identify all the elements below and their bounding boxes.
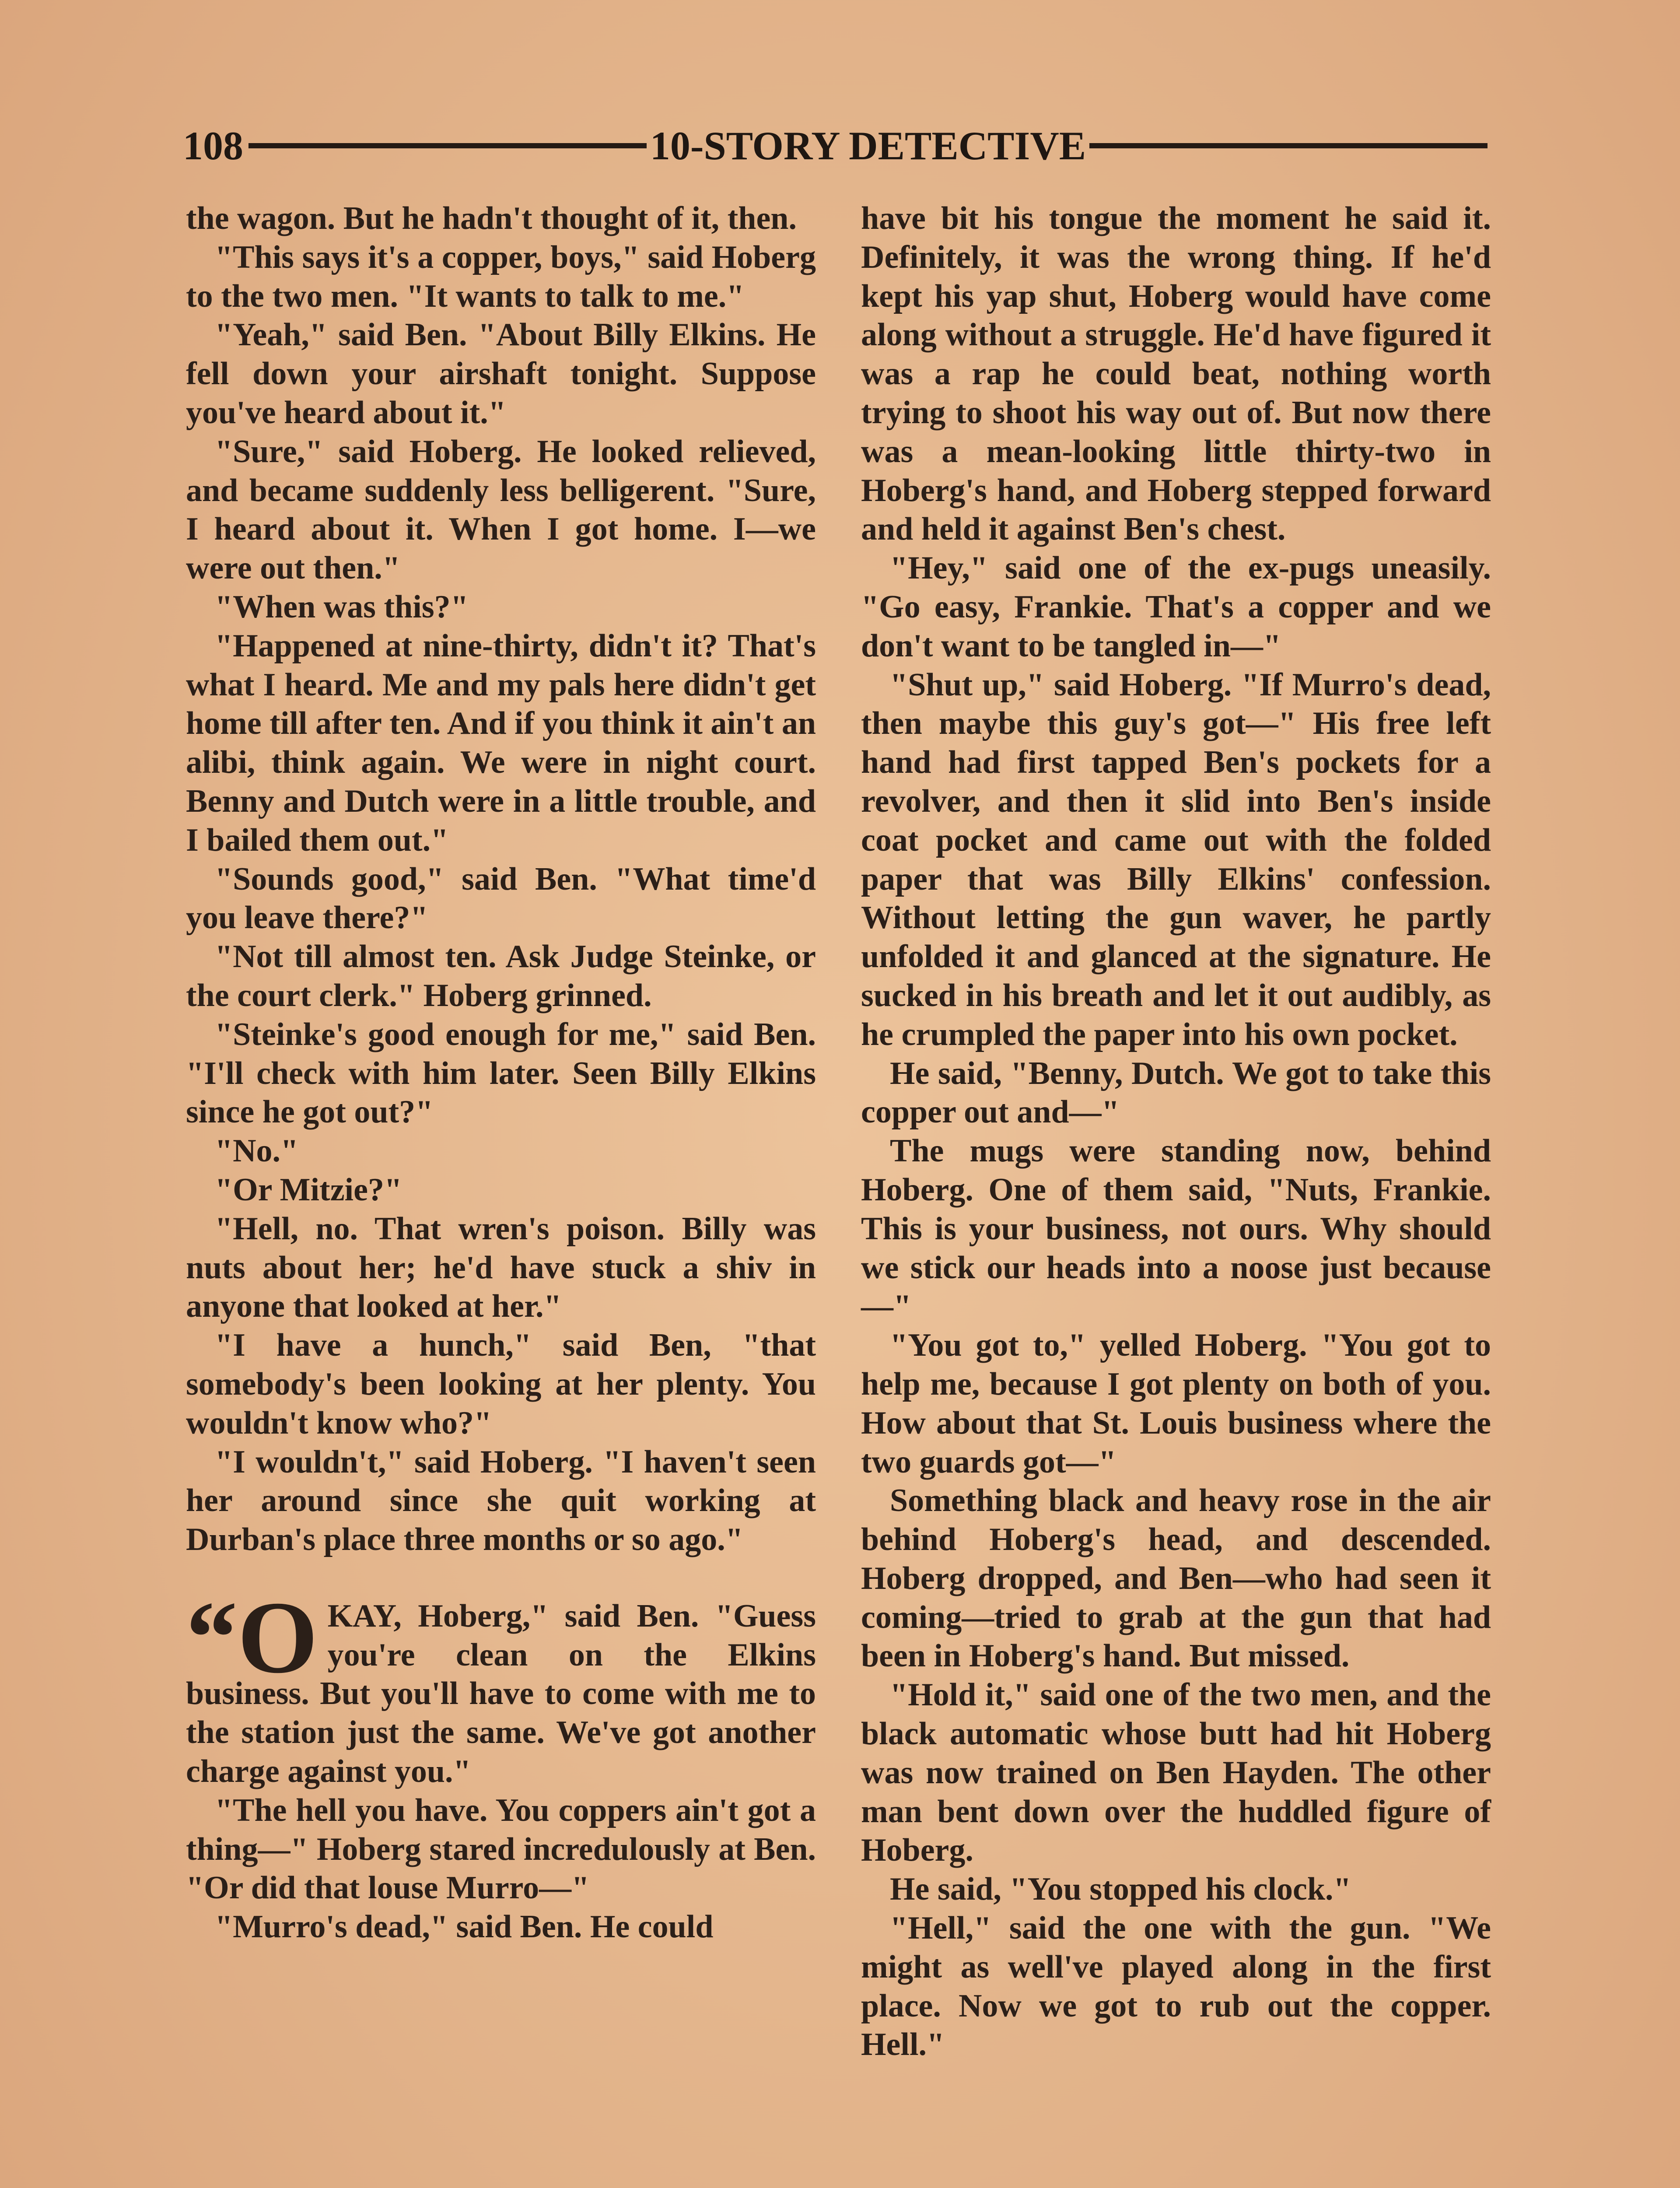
paragraph: "Yeah," said Ben. "About Billy Elkins. He fell down your airshaft tonight. Suppose you've heard about it." [186, 317, 816, 431]
paragraph: KAY, Hoberg," said Ben. "Guess you're clean on the Elkins business. But you'll have to come with me to the station just the same. We've got another charge against you." [186, 1598, 816, 1790]
paragraph: He said, "You stopped his clock." [890, 1871, 1351, 1907]
paragraph: "When was this?" [215, 589, 469, 625]
header-rule-left [248, 143, 647, 148]
paragraph: "I wouldn't," said Hoberg. "I haven't seen her around since she quit working at Durban's place three months or so ago." [186, 1444, 816, 1558]
paragraph: "Happened at nine-thirty, didn't it? That's what I heard. Me and my pals here didn't get home till after ten. And if you think it ain't an alibi, think again. We were in night court. Benny and Dutch were in a little trouble, and I bailed them out." [186, 628, 816, 858]
paragraph: The mugs were standing now, behind Hoberg. One of them said, "Nuts, Frankie. This is your business, not ours. Why should we stick our heads into a noose just because—" [861, 1133, 1491, 1325]
paragraph: "Sure," said Hoberg. He looked relieved, and became suddenly less belligerent. "Sure, I heard about it. When I got home. I—we were out then." [186, 433, 816, 586]
paragraph: "Hey," said one of the ex-pugs uneasily. "Go easy, Frankie. That's a copper and we don't want to be tangled in—" [861, 550, 1491, 664]
magazine-title: 10-STORY DETECTIVE [650, 123, 1086, 168]
paragraph: "Shut up," said Hoberg. "If Murro's dead, then maybe this guy's got—" His free left hand had first tapped Ben's pockets for a revolver, and then it slid into Ben's inside coat pocket and came out with the folded paper that was Billy Elkins' confession. Without letting the gun waver, he partly unfolded it and glanced at the signature. He sucked in his breath and let it out audibly, as he crumpled the paper into his own pocket. [861, 666, 1491, 1052]
paragraph: the wagon. But he hadn't thought of it, then. [186, 200, 797, 236]
paragraph: "Murro's dead," said Ben. He could [215, 1909, 714, 1945]
header-rule-right [1089, 143, 1488, 148]
paragraph: "Hell, no. That wren's poison. Billy was nuts about her; he'd have stuck a shiv in anyone that looked at her." [186, 1210, 816, 1325]
paragraph: Something black and heavy rose in the air behind Hoberg's head, and descended. Hoberg dropped, and Ben—who had seen it coming—tried to grab at the gun that had been in Hoberg's hand. But missed. [861, 1483, 1491, 1674]
left-column [186, 199, 816, 1946]
page-header [183, 122, 1491, 170]
paragraph: He said, "Benny, Dutch. We got to take this copper out and—" [861, 1055, 1491, 1130]
paragraph: "Or Mitzie?" [215, 1171, 402, 1208]
paragraph: "This says it's a copper, boys," said Hoberg to the two men. "It wants to talk to me." [186, 239, 816, 314]
paragraph: "The hell you have. You coppers ain't got a thing—" Hoberg stared incredulously at Ben. "Or did that louse Murro—" [186, 1792, 816, 1906]
drop-cap: “O [186, 1580, 318, 1695]
paragraph: "You got to," yelled Hoberg. "You got to help me, because I got plenty on both of you. How about that St. Louis business where the two guards got—" [861, 1327, 1491, 1480]
paragraph: "Not till almost ten. Ask Judge Steinke, or the court clerk." Hoberg grinned. [186, 939, 816, 1013]
paragraph: "Hold it," said one of the two men, and the black automatic whose butt had hit Hoberg was now trained on Ben Hayden. The other man bent down over the huddled figure of Hoberg. [861, 1677, 1491, 1869]
right-column [861, 199, 1491, 2064]
paragraph: "Steinke's good enough for me," said Ben. "I'll check with him later. Seen Billy Elkins since he got out?" [186, 1016, 816, 1130]
paragraph: have bit his tongue the moment he said it. Definitely, it was the wrong thing. If he'd kept his yap shut, Hoberg would have come along without a struggle. He'd have figured it was a rap he could beat, nothing worth trying to shoot his way out of. But now there was a mean-looking little thirty-two in Hoberg's hand, and Hoberg stepped forward and held it against Ben's chest. [861, 200, 1491, 547]
paragraph: "No." [215, 1133, 299, 1169]
paragraph: "Sounds good," said Ben. "What time'd you leave there?" [186, 861, 816, 936]
section-break-paragraph [186, 1580, 816, 1791]
page-number: 108 [183, 123, 243, 168]
paragraph: "Hell," said the one with the gun. "We might as well've played along in the first place. Now we got to rub out the copper. Hell." [861, 1910, 1491, 2063]
paragraph: "I have a hunch," said Ben, "that somebody's been looking at her plenty. You wouldn't know who?" [186, 1327, 816, 1441]
